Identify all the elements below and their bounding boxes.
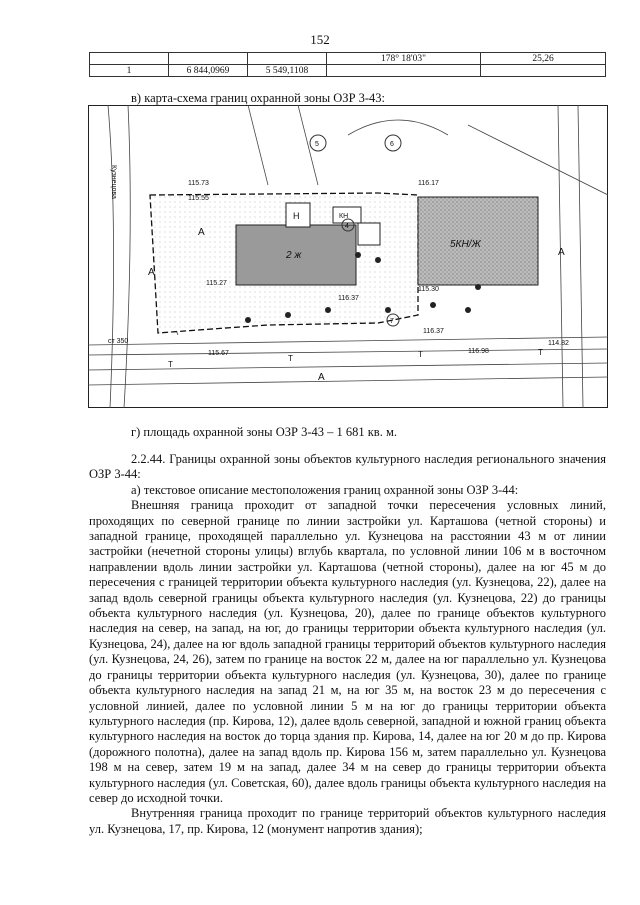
zone-label: А (318, 372, 325, 383)
marker-label: 5 (315, 141, 319, 148)
table-cell: 25,26 (481, 53, 606, 65)
zone-label: А (198, 227, 205, 238)
outbuilding (358, 223, 380, 245)
zone-label: А (558, 247, 565, 258)
area-caption: г) площадь охранной зоны ОЗР 3-43 – 1 681 кв. м. (131, 425, 397, 439)
section-heading: 2.2.44. Границы охранной зоны объектов культурного наследия регионального значения ОЗР 3-44: (89, 452, 606, 482)
table-cell (481, 65, 606, 77)
street-label: Кузнецова (110, 165, 117, 199)
table-cell (90, 53, 169, 65)
t-label: Т (418, 350, 423, 359)
zone-label: А (148, 267, 155, 278)
table-cell: 178° 18'03" (327, 53, 481, 65)
elevation-label: 116.98 (468, 348, 489, 355)
table-cell: 6 844,0969 (169, 65, 248, 77)
table-cell (327, 65, 481, 77)
elevation-label: 114.82 (548, 340, 569, 347)
building-label: Н (293, 211, 300, 221)
table-row (90, 65, 606, 77)
zone-map (88, 105, 608, 408)
subheading: а) текстовое описание местоположения границ охранной зоны ОЗР 3-44: (131, 482, 519, 497)
marker-label: 7 (390, 318, 394, 325)
elevation-label: 115.30 (418, 286, 439, 293)
elevation-label: 115.27 (206, 280, 227, 287)
coordinates-table (89, 52, 606, 77)
elevation-label: 115.55 (188, 195, 209, 202)
building-label: КН (339, 213, 349, 220)
elevation-label: 116.37 (423, 328, 444, 335)
marker-label: 4 (345, 223, 349, 230)
document-body (89, 452, 606, 837)
elevation-label: 116.37 (338, 295, 359, 302)
building-label: 2 ж (286, 250, 302, 261)
line-label: ст 350 (108, 338, 129, 345)
paragraph-inner-boundary: Внутренняя граница проходит по границе территорий объектов культурного наследия ул. Кузнецова, 17, пр. Кирова, 12 (монумент напротив здания); (89, 806, 606, 836)
page-number: 152 (310, 32, 330, 47)
marker-label: 6 (390, 141, 394, 148)
building-label: 5КН/Ж (450, 239, 481, 250)
table-cell: 1 (90, 65, 169, 77)
table-row (90, 53, 606, 65)
table-cell (169, 53, 248, 65)
elevation-label: 116.17 (418, 180, 439, 187)
t-label: Т (288, 354, 293, 363)
elevation-label: 115.67 (208, 350, 229, 357)
map-caption: в) карта-схема границ охранной зоны ОЗР 3-43: (131, 91, 386, 105)
elevation-label: 115.73 (188, 180, 209, 187)
table-cell (248, 53, 327, 65)
t-label: Т (538, 348, 543, 357)
paragraph-outer-boundary: Внешняя граница проходит от западной точки пересечения условных линий, проходящих по северной границе по линии застройки ул. Карташова (четной стороны) и западной границе, проходящей параллельно ул. Кузнецова на расстоянии 43 м от линии застройки (нечетной стороны улицы) вглубь квартала, по условной линии 106 м в восточном направлении вдоль линии застройки ул. Карташова (четной стороны), далее на юг 45 м до пересечения с границей территории объекта культурного наследия (ул. Кузнецова, 22), далее на запад вдоль северной границы объекта культурного наследия (ул. Кузнецова, 22) до границы объекта культурного наследия (ул. Кузнецова, 20), далее по границе объектов культурного наследия на север, на запад, на юг, до границы территории объекта культурного наследия (ул. Кузнецова, 24), далее на юг вдоль западной границы территорий объектов культурного наследия (ул. Кузнецова, 24, 26), затем по границе на восток 22 м, далее на юг параллельно ул. Кузнецова до границы территории объекта культурного наследия (ул. Кузнецова, 30), далее по границе объекта культурного наследия на запад 21 м, на юг 35 м, на восток 23 м до пересечения с условной линией, далее по условной линии 5 м на юг до границы территории объекта культурного наследия (пр. Кирова, 12), далее вдоль северной, западной и южной границ объекта культурного наследия на восток до торца здания пр. Кирова, 14, далее на юг 20 м до пр. Кирова (дорожного полотна), далее на запад вдоль пр. Кирова 156 м, затем параллельно ул. Кузнецова 198 м на север, затем 19 м на запад, далее 34 м на север до границы территории объекта культурного наследия (ул. Советская, 60), далее вдоль границы объекта культурного наследия на север до исходной точки. (89, 498, 606, 805)
t-label: Т (168, 360, 173, 369)
table-cell: 5 549,1108 (248, 65, 327, 77)
